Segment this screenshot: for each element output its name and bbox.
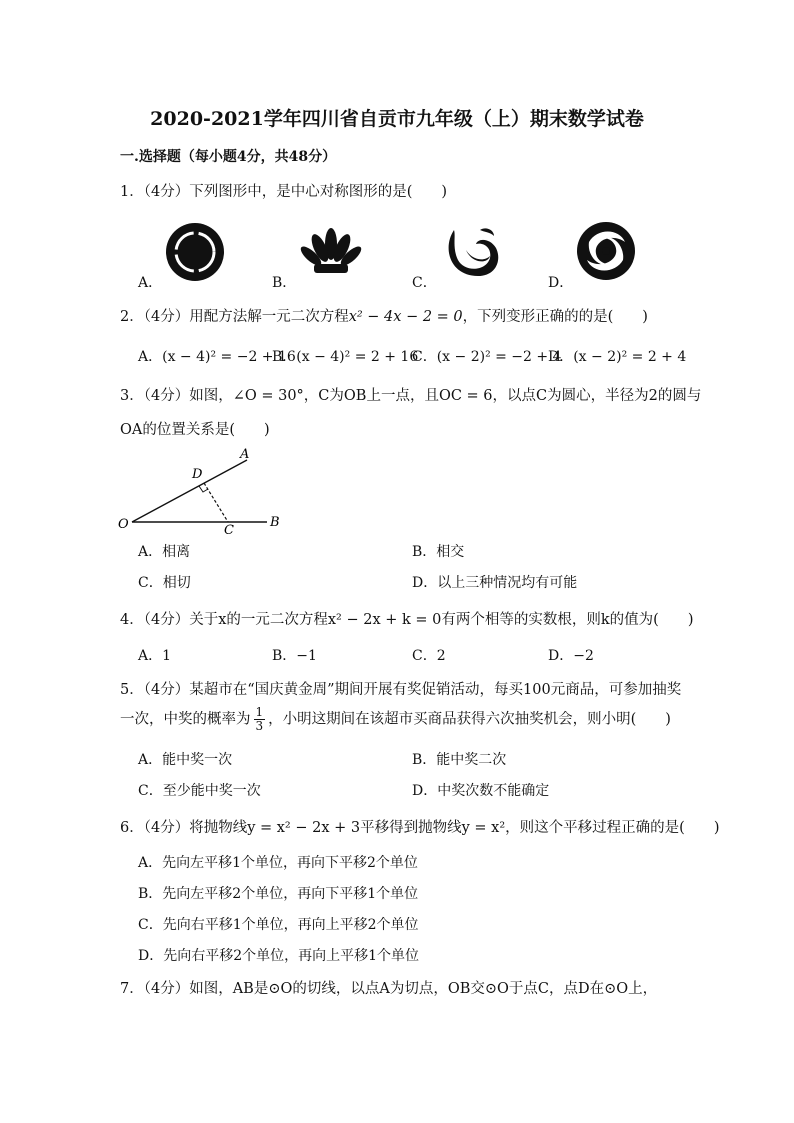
question-2-option-d: D．(x − 2)² = 2 + 4 bbox=[548, 349, 687, 365]
question-3-option-b: B．相交 bbox=[412, 544, 465, 560]
angle-figure bbox=[112, 446, 292, 538]
question-3-option-c: C．相切 bbox=[138, 575, 191, 591]
question-6-option-c: C．先向右平移1个单位，再向上平移2个单位 bbox=[138, 917, 419, 933]
question-1-stem: 1．（4分）下列图形中，是中心对称图形的是( ) bbox=[120, 184, 448, 200]
question-6-stem: 6．（4分）将抛物线y = x² − 2x + 3平移得到抛物线y = x²，则这个平移过程正确的是( ) bbox=[120, 820, 720, 836]
label-b: B bbox=[270, 515, 280, 530]
question-5-option-d: D．中奖次数不能确定 bbox=[412, 783, 550, 799]
label-d: D bbox=[192, 467, 203, 482]
question-2-stem: 2．（4分）用配方法解一元二次方程x² − 4x − 2 = 0，下列变形正确的的是( ) bbox=[120, 309, 648, 325]
section-heading: 一.选择题（每小题4分，共48分） bbox=[120, 149, 337, 165]
question-1-option-a: A． bbox=[138, 275, 163, 291]
question-1-option-b: B． bbox=[272, 275, 297, 291]
shell-fan-symbol-icon bbox=[300, 228, 362, 274]
label-c: C bbox=[224, 523, 234, 538]
question-2-option-a: A．(x − 4)² = −2 + 16 bbox=[138, 349, 296, 365]
question-7-stem: 7．（4分）如图，AB是⊙O的切线，以点A为切点，OB交⊙O于点C，点D在⊙O上， bbox=[120, 981, 658, 997]
page-title: 2020-2021学年四川省自贡市九年级（上）期末数学试卷 bbox=[150, 108, 644, 130]
question-5-option-b: B．能中奖二次 bbox=[412, 752, 507, 768]
label-a: A bbox=[240, 447, 250, 462]
question-1-option-d: D． bbox=[548, 275, 574, 291]
probability-fraction: $\frac{1}{3}$ bbox=[255, 705, 264, 733]
question-2-option-c: C．(x − 2)² = −2 + 4 bbox=[412, 349, 562, 365]
question-6-option-d: D．先向右平移2个单位，再向上平移1个单位 bbox=[138, 948, 420, 964]
question-4-option-d: D．−2 bbox=[548, 648, 594, 664]
question-3-stem-line-2: OA的位置关系是( ) bbox=[120, 422, 270, 438]
question-4-option-b: B．−1 bbox=[272, 648, 317, 664]
question-4-option-c: C．2 bbox=[412, 648, 446, 664]
question-3-option-a: A．相离 bbox=[138, 544, 191, 560]
question-2-option-b: B．(x − 4)² = 2 + 16 bbox=[272, 349, 419, 365]
question-4-stem: 4．（4分）关于x的一元二次方程x² − 2x + k = 0有两个相等的实数根，则k的值为( ) bbox=[120, 612, 694, 628]
question-3-option-d: D．以上三种情况均有可能 bbox=[412, 575, 578, 591]
circle-ring-symbol-icon bbox=[165, 222, 225, 282]
question-3-stem-line-1: 3．（4分）如图，∠O = 30°，C为OB上一点，且OC = 6，以点C为圆心，半径为2的圆与 bbox=[120, 388, 702, 404]
question-6-option-b: B．先向左平移2个单位，再向下平移1个单位 bbox=[138, 886, 419, 902]
question-5-option-c: C．至少能中奖一次 bbox=[138, 783, 261, 799]
question-1-option-c: C． bbox=[412, 275, 437, 291]
label-o: O bbox=[118, 517, 129, 532]
question-5-option-a: A．能中奖一次 bbox=[138, 752, 233, 768]
question-5-stem-line-1: 5．（4分）某超市在“国庆黄金周”期间开展有奖促销活动，每买100元商品，可参加抽奖 bbox=[120, 682, 682, 698]
question-4-option-a: A．1 bbox=[138, 648, 172, 664]
phoenix-swirl-symbol-icon bbox=[440, 220, 504, 282]
circle-swirl-symbol-icon bbox=[575, 220, 637, 282]
question-5-stem-line-2: 一次，中奖的概率为 $\frac{1}{3}$ ，小明这期间在该超市买商品获得六次抽奖机会，则小明( ) bbox=[120, 705, 671, 733]
question-6-option-a: A．先向左平移1个单位，再向下平移2个单位 bbox=[138, 855, 418, 871]
